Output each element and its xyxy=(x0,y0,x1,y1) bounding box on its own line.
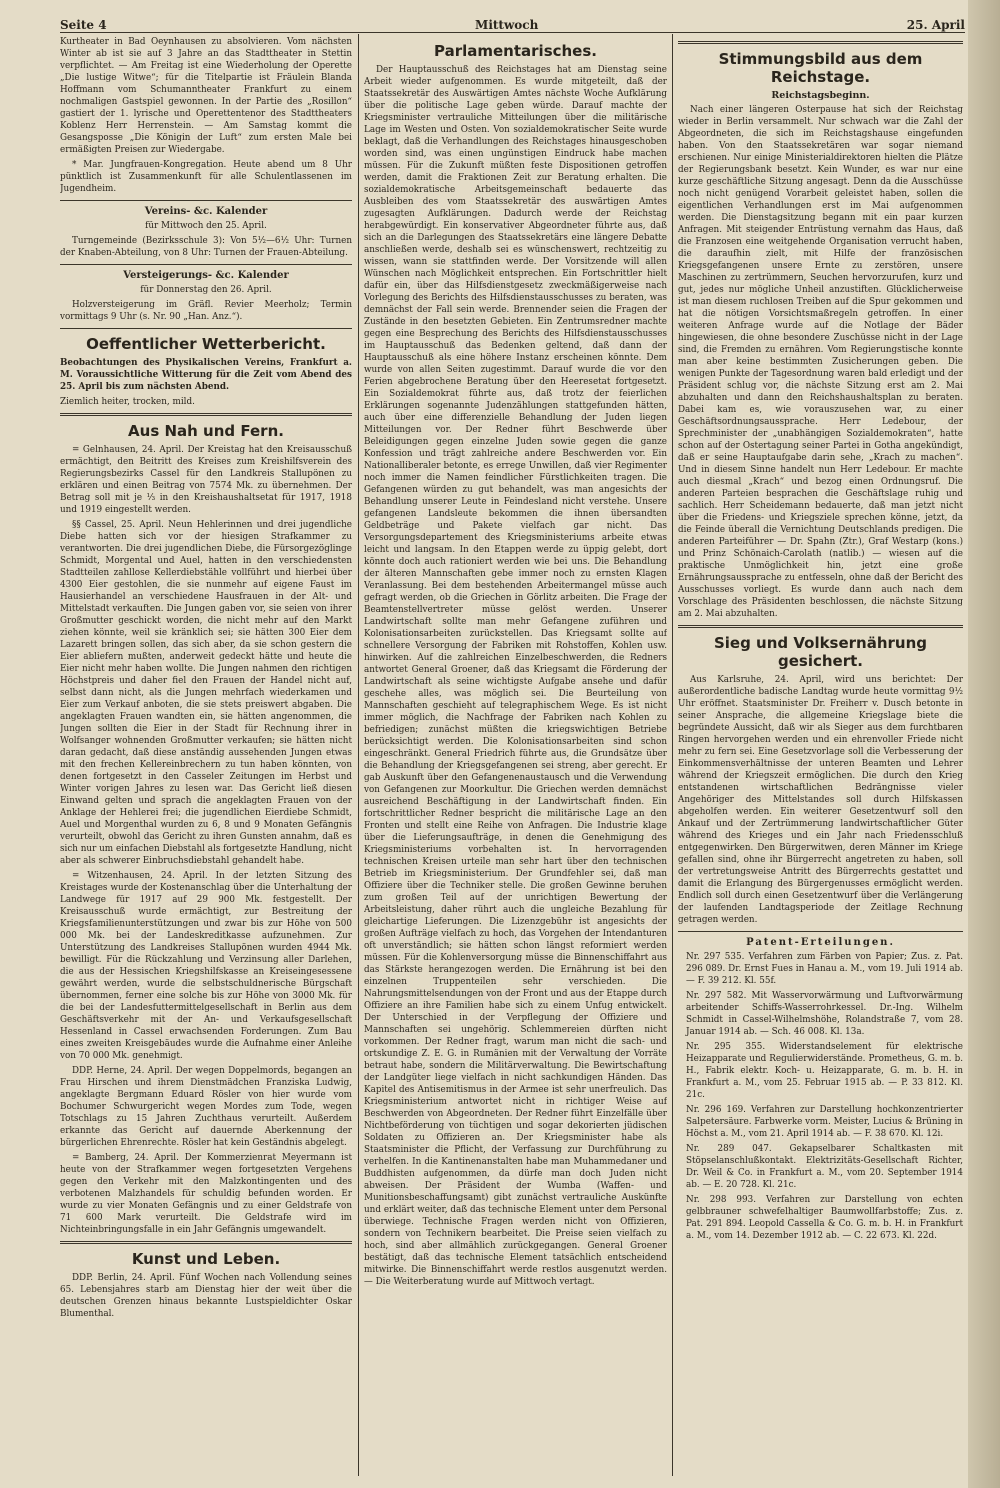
vereins-calendar-text: Turngemeinde (Bezirksschule 3): Von 5½—6½ Uhr: Turnen der Knaben-Abteilung, von 8 Uhr: Turnen der Frauen-Abteilung. xyxy=(60,236,352,258)
patent-entry: Nr. 297 582. Mit Wasservorwärmung und Luftvorwärmung arbeitender Schiffs-Wasserrohrkessel. Dr.-Ing. Wilhelm Schmidt in Cassel-Wilhelmshöhe, Rolandstraße 7, vom 28. Januar 1914 ab. — Sch. 46 008. Kl. 13a. xyxy=(686,991,963,1037)
article-bamberg: = Bamberg, 24. April. Der Kommerzienrat Meyermann ist heute von der Strafkammer wegen fortgesetzten Vergehens gegen den Verkehr mit den Malzkontingenten und des verbotenen Malzhandels für schuldig befunden worden. Er wurde zu vier Monaten Gefängnis und zu einer Geldstrafe von 71 600 Mark verurteilt. Die Geldstrafe wird im Nichteinbringungsfalle in ein Jahr Gefängnis umgewandelt. xyxy=(60,1153,352,1235)
patent-title: Patent-Erteilungen. xyxy=(746,937,895,948)
stimmungsbild-title: Stimmungsbild aus dem Reichstage. xyxy=(718,50,923,86)
article-herne: DDP. Herne, 24. April. Der wegen Doppelmords, begangen an Frau Hirschen und ihrem Dienstmädchen Franziska Ludwig, angeklagte Bergmann Eduard Rösler von hier wurde vom Bochumer Schwurgericht wegen Mordes zum Tode, wegen Totschlags zu 15 Jahren Zuchthaus verurteilt. Außerdem erkannte das Gericht auf dauernde Aberkennung der bürgerlichen Ehrenrechte. Rösler hat kein Geständnis abgelegt. xyxy=(60,1066,352,1148)
patent-list xyxy=(678,951,963,1242)
patent-entry: Nr. 289 047. Gekapselbarer Schaltkasten mit Stöpselanschlußkontakt. Elektrizitäts-Gesellschaft Richter, Dr. Weil & Co. in Frankfurt a. M., vom 20. September 1914 ab. — E. 20 728. Kl. 21c. xyxy=(686,1144,963,1190)
article-cassel: §§ Cassel, 25. April. Neun Hehlerinnen und drei jugendliche Diebe hatten sich vor der hiesigen Strafkammer zu verantworten. Die drei jugendlichen Diebe, die Fürsorgezöglinge Schmidt, Morgental und Auel, hatten in den verschiedensten Stadtteilen zahllose Kellerdiebstähle vollführt und hierbei über 4300 Eier gestohlen, die sie nunmehr auf eigene Faust im Hausierhandel an verschiedene Hausfrauen in der Alt- und Mittelstadt verkauften. Die Jungen gaben vor, sie seien von ihrer Großmutter geschickt worden, die nicht mehr auf den Markt ziehen könnte, weil sie kränklich sei; sie hätten 300 Eier dem Lazarett bringen sollen, das sich aber, da sie schon gestern die Eier abliefern mußten, anderweit gedeckt hätte und heute die Eier nicht mehr haben wollte. Die Jungen nahmen den richtigen Höchstpreis und daher fiel den Frauen der Handel nicht auf, selbst dann nicht, als die Jungen mehrfach wiederkamen und Eier zum Verkauf anboten, die sie stets preiswert abgaben. Die angeklagten Frauen wandten ein, sie hätten angenommen, die Jungen sollten die Eier in der Stadt für Rechnung ihrer in Wolfsanger wohnenden Großmutter verkaufen; sie hätten nicht daran gedacht, daß diese anständig aussehenden Jungen etwas mit den frechen Kellereinbrechern zu tun haben könnten, von denen fortgesetzt in den Casseler Zeitungen im Herbst und Winter vorigen Jahres zu lesen war. Das Gericht ließ diesen Einwand gelten und sprach die angeklagten Frauen von der Anklage der Hehlerei frei; die jugendlichen Eierdiebe Schmidt, Auel und Morgenthal wurden zu 6, 8 und 9 Monaten Gefängnis verurteilt, obwohl das Gericht zu ihren Gunsten annahm, daß es sich nur um einfachen Diebstahl als fortgesetzte Handlung, nicht aber als schwerer Einbruchsdiebstahl gehandelt habe. xyxy=(60,520,352,866)
article-gelnhausen: = Gelnhausen, 24. April. Der Kreistag hat den Kreisausschuß ermächtigt, den Beitritt des Kreises zum Kreishilfsverein des Regierungsbezirks Cassel für den Landkreis Stallupönen zu erklären und einen Beitrag von 7574 Mk. zu übernehmen. Der Betrag soll mit je ⅓ in den Kreishaushaltsetat für 1917, 1918 und 1919 eingestellt werden. xyxy=(60,445,352,515)
kunst-leben-title: Kunst und Leben. xyxy=(131,1250,281,1268)
column-rule xyxy=(358,34,359,1476)
article-hauptausschuss: Der Hauptausschuß des Reichstages hat am Dienstag seine Arbeit wieder aufgenommen. Es wurde mitgeteilt, daß der Staatssekretär des Auswärtigen Amtes nächste Woche Aufklärung über die politische Lage geben würde. Darauf machte der Kriegsminister vertrauliche Mitteilungen über die militärische Lage im Westen und Osten. Von sozialdemokratischer Seite wurde beklagt, daß die Verhandlungen des Reichstages hinausgeschoben worden sind, was einen ungünstigen Eindruck habe machen müssen. Für die Zukunft müßten feste Dispositionen getroffen werden, damit die Fraktionen Zeit zur Beratung erhalten. Die sozialdemokratische Arbeitsgemeinschaft bedauerte das Ausbleiben des vom Staatssekretär des auswärtigen Amtes zugesagten Aufklärungen. Dadurch werde der Reichstag herabgewürdigt. Ein konservativer Abgeordneter führte aus, daß sich an die Darlegungen des Staatssekretärs eine längere Debatte anschließen werde, deshalb sei es wünschenswert, rechtzeitig zu wissen, wann sie stattfinden werde. Der Vorsitzende will allen Wünschen nach Möglichkeit entsprechen. Ein Fortschrittler hielt dafür ein, über das Hilfsdienstgesetz zweckmäßigerweise nach Vorlegung des Berichts des Hilfsdienstausschusses zu beraten, was demnächst der Fall sein werde. Brennender seien die Fragen der Zustände in den besetzten Gebieten. Ein Zentrumsredner machte gegen eine Besprechung des Berichts des Hilfsdienstausschusses im Hauptausschuß das Bedenken geltend, daß dann der Hauptausschuß als eine höhere Instanz erscheinen könnte. Dem wurde von allen Seiten zugestimmt. Darauf wurde die vor den Ferien abgebrochene Beratung über den Heeresetat fortgesetzt. Ein Sozialdemokrat führte aus, daß trotz der feierlichen Erklärungen sogenannte Judenzählungen stattgefunden hätten, auch über eine differenzielle Behandlung der Juden liegen Mitteilungen vor. Der Redner führt Beschwerde über Beleidigungen gegen einzelne Juden sowie gegen die ganze Konfession und trägt zahlreiche andere Beschwerden vor. Ein Nationalliberaler betonte, es errege Unwillen, daß vier Regimenter noch immer die Namen feindlicher Fürstlichkeiten tragen. Die Gefangenen würden zu gut behandelt, was man angesichts der Behandlung unserer Leute in Feindesland nicht verstehe. Unsere gefangenen Landsleute bekommen die ihnen übersandten Geldbeträge und Pakete vielfach gar nicht. Das Versorgungsdepartement des Kriegsministeriums arbeite etwas leicht und langsam. In den Etappen werde zu üppig gelebt, dort könnte doch auch rationiert werden wie bei uns. Die Behandlung der älteren Mannschaften gebe immer noch zu ernsten Klagen Veranlassung. Bei dem bestehenden Arbeitermangel müsse auch gefragt werden, ob die Griechen in Görlitz arbeiten. Die Frage der Beamtenstellvertreter müsse gelöst werden. Unserer Landwirtschaft sollte man mehr Gefangene zuführen und Kolonisationsarbeiten zurückstellen. Das Kriegsamt sollte auf schnellere Versorgung der Fabriken mit Rohstoffen, Kohlen usw. hinwirken. Auf die zahlreichen Einzelbeschwerden, die Redners antwortet General Groener, daß das Kriegsamt die Förderung der Landwirtschaft als seine wichtigste Aufgabe ansehe und dafür geschehe alles, was möglich sei. Die Beurteilung von Mannschaften geschieht auf telegraphischem Wege. Es ist nicht immer möglich, die Nachfrage der Fabriken nach Kohlen zu befriedigen; zunächst müßten die kriegswichtigen Betriebe berücksichtigt werden. Die Kolonisationsarbeiten sind schon eingeschränkt. General Friedrich führte aus, die Grundsätze über die Behandlung der Kriegsgefangenen sei streng, aber gerecht. Er gab Auskunft über den Gefangenenaustausch und die Verwendung von Gefangenen zur Moorkultur. Die Griechen werden demnächst ausreichend Beschäftigung in der Landwirtschaft finden. Ein fortschrittlicher Redner bespricht die militärische Lage an den Fronten und stellt eine Reihe von Anfragen. Die Industrie klage über die Lieferungsaufträge, in denen die Genehmigung des Kriegsministeriums vorbehalten ist. In hervorragenden technischen Kreisen urteile man sehr hart über den technischen Betrieb im Kriegsministerium. Der Grundfehler sei, daß man Offiziere über die Techniker stelle. Die großen Gewinne beruhen zum großen Teil auf der unrichtigen Bewertung der Arbeitsleistung, daher rührt auch die ungleiche Bezahlung für gleichartige Lieferungen. Die Lizenzgebühr ist angesichts der großen Aufträge vielfach zu hoch, das Vorgehen der Intendanturen oft unverständlich; sie hätten schon längst reformiert werden müssen. Für die Kohlenversorgung müsse die Binnenschiffahrt aus das Stärkste herangezogen werden. Die Ernährung ist bei den einzelnen Truppenteilen sehr verschieden. Die Nahrungsmittelsendungen von der Front und aus der Etappe durch Offiziere an ihre Familien habe sich zu einem Unfug entwickelt. Der Unterschied in der Verpflegung der Offiziere und Mannschaften sei ungehörig. Schlemmereien dürften nicht vorkommen. Der Redner fragt, warum man nicht die sach- und ortskundige Z. E. G. in Rumänien mit der Verwaltung der Vorräte betraut habe, sondern die Militärverwaltung. Die Bewirtschaftung der Landgüter liege vielfach in nicht sachkundigen Händen. Das Kapitel des Antisemitismus in der Armee ist sehr unerfreulich. Das Kriegsministerium antwortet nicht in richtiger Weise auf Beschwerden von Abgeordneten. Der Redner führt Einzelfälle über Nichtbeförderung von tüchtigen und sogar dekorierten jüdischen Soldaten zu Offizieren an. Der Kriegsminister habe als Staatsminister die Pflicht, der Verfassung zur Durchführung zu verhelfen. In die Kantinenanstalten habe man Muhammedaner und Buddhisten aufgenommen, da dürfe man doch Juden nicht abweisen. Der Präsident der Wumba (Waffen- und Munitionsbeschaffungsamt) gibt zunächst vertrauliche Auskünfte und erklärt weiter, daß das technische Element unter dem Personal überwiege. Technische Fragen werden nicht von Offizieren, sondern von Technikern bearbeitet. Die Preise seien vielfach zu hoch, sind aber allmählich zurückgegangen. General Groener bestätigt, daß das technische Element tatsächlich entscheidend mitwirke. Die Binnenschiffahrt werde restlos ausgenutzt werden. — Die Weiterberatung wurde auf Mittwoch vertagt. xyxy=(364,65,667,1287)
column-left xyxy=(60,36,352,1474)
page-edge-shadow xyxy=(968,0,1000,1488)
vereins-calendar-title: Vereins- &c. Kalender xyxy=(144,206,268,217)
divider xyxy=(60,1241,352,1244)
weather-report-forecast: Ziemlich heiter, trocken, mild. xyxy=(60,397,195,407)
divider xyxy=(678,625,963,628)
article-theater-text: Kurtheater in Bad Oeynhausen zu absolvieren. Vom nächsten Winter ab ist sie auf 3 Jahre an das Stadttheater in Stettin verpflichtet. — Am Freitag ist eine Wiederholung der Operette „Die lustige Witwe“; für die Titelpartie ist Fräulein Blanda Hoffmann vom Schumanntheater Frankfurt zu einem nochmaligen Gastspiel gewonnen. In der Partie des „Rosillon“ gastiert der 1. lyrische und Operettentenor des Stadttheaters Koblenz Herr Herrenstein. — Am Samstag kommt die Gesangsposse „Die Königin der Luft“ zum ersten Male bei ermäßigten Preisen zur Wiedergabe. xyxy=(60,37,352,155)
article-witzenhausen: = Witzenhausen, 24. April. In der letzten Sitzung des Kreistages wurde der Kostenanschlag über die Unterhaltung der Landwege für 1917 auf 29 900 Mk. festgestellt. Der Kreisausschuß wurde ermächtigt, zur Bestreitung der Kriegsfamilienunterstützungen und zwar bis zur Höhe von 500 000 Mk. bei der Landeskreditkasse aufzunehmen. Zur Unterstützung des Landkreises Stallupönen wurden 4944 Mk. bewilligt. Für die Rückzahlung und Verzinsung aller Darlehen, die aus der Hessischen Kriegshilfskasse an Kreiseingesessene gewährt werden, wurde die selbstschuldnerische Bürgschaft übernommen, ferner eine solche bis zur Höhe von 3000 Mk. für die bei der Landesfuttermittelgesellschaft in Berlin aus dem Geschäftsverkehr mit der An- und Verkaufsgesellschaft Hessenland in Cassel erwachsenden Forderungen. Zum Bau eines zweiten Kreisgebäudes wurde die Aufnahme einer Anleihe von 70 000 Mk. genehmigt. xyxy=(60,871,352,1061)
versteigerungs-calendar-title: Versteigerungs- &c. Kalender xyxy=(123,270,289,281)
patent-entry: Nr. 298 993. Verfahren zur Darstellung von echten gelbbrauner schwefelhaltiger Baumwollfarbstoffe; Zus. z. Pat. 291 894. Leopold Cassella & Co. G. m. b. H. in Frankfurt a. M., vom 14. Dezember 1912 ab. — C. 22 673. Kl. 22d. xyxy=(686,1195,963,1241)
nah-fern-title: Aus Nah und Fern. xyxy=(128,422,284,440)
divider xyxy=(678,931,963,932)
patent-entry: Nr. 295 355. Widerstandselement für elektrische Heizapparate und Regulierwiderstände. Prometheus, G. m. b. H., Fabrik elektr. Koch- u. Heizapparate, G. m. b. H. in Frankfurt a. M., vom 25. Februar 1915 ab. — P. 33 812. Kl. 21c. xyxy=(686,1042,963,1100)
column-middle xyxy=(364,36,667,1474)
stimmungsbild-subtitle: Reichstagsbeginn. xyxy=(771,90,870,101)
parlamentarisches-title: Parlamentarisches. xyxy=(434,42,597,60)
divider xyxy=(60,328,352,329)
sieg-volksernaehrung-title: Sieg und Volksernährung gesichert. xyxy=(713,634,928,670)
divider xyxy=(60,200,352,201)
article-karlsruhe: Aus Karlsruhe, 24. April, wird uns berichtet: Der außerordentliche badische Landtag wurde heute vormittag 9½ Uhr eröffnet. Staatsminister Dr. Freiherr v. Dusch betonte in seiner Ansprache, die allgemeine Kriegslage biete die begründete Aussicht, daß wir als Sieger aus dem furchtbaren Ringen hervorgehen werden und ein ehrenvoller Friede nicht mehr zu fern sei. Eine Gesetzvorlage soll die Verbesserung der Einkommensverhältnisse der unteren Beamten und Lehrer während der Kriegszeit ermöglichen. Die durch den Krieg entstandenen wirtschaftlichen Bedrängnisse vieler Angehöriger des Mittelstandes soll durch Hilfskassen abgeholfen werden. Ein weiterer Gesetzentwurf soll den Ankauf und der Zertrümmerung landwirtschaftlicher Güter während des Krieges und ein Jahr nach Friedensschluß entgegenwirken. Den Bürgerwitwen, deren Männer im Kriege gefallen sind, ohne ihr Bürgerrecht angetreten zu haben, soll der vertretungsweise Antritt des Bürgerrechts gestattet und damit die Erlangung des Bürgergenusses ermöglicht werden. Endlich soll durch einen Gesetzentwurf über die Verlängerung der laufenden Landtagsperiode der Zeitlage Rechnung getragen werden. xyxy=(678,675,963,925)
page-number: Seite 4 xyxy=(60,18,107,32)
weather-report-intro: Beobachtungen des Physikalischen Vereins, Frankfurt a. M. Voraussichtliche Witterung für die Zeit vom Abend des 25. April bis zum nächsten Abend. xyxy=(60,358,352,392)
column-rule xyxy=(672,34,673,1476)
article-kongregation-text: * Mar. Jungfrauen-Kongregation. Heute abend um 8 Uhr pünktlich ist Zusammenkunft für alle Schulentlassenen im Jugendheim. xyxy=(60,160,352,194)
vereins-calendar-date: für Mittwoch den 25. April. xyxy=(145,221,267,231)
divider xyxy=(678,41,963,44)
divider xyxy=(60,413,352,416)
weekday: Mittwoch xyxy=(475,18,539,32)
divider xyxy=(60,264,352,265)
page-header xyxy=(60,10,965,33)
article-stimmungsbild: Nach einer längeren Osterpause hat sich der Reichstag wieder in Berlin versammelt. Nur schwach war die Zahl der Abgeordneten, die sich im Reichstagshause eingefunden haben. Von den Staatssekretären war sogar niemand erschienen. Nur einige Ministerialdirektoren hielten die Plätze der Regierungsbank besetzt. Kein Wunder, es war nur eine kurze geschäftliche Sitzung angesagt. Denn da die Ausschüsse noch nicht genügend Vorarbeit geleistet haben, sollen die eigentlichen Verhandlungen erst im Mai aufgenommen werden. Die Dienstagsitzung begann mit ein paar kurzen Anfragen. Mit steigender Entrüstung vernahm das Haus, daß die Franzosen eine weitgehende Organisation verrucht haben, die daraufhin zielt, mit Hilfe der französischen Kriegsgefangenen unsere Ernte zu zerstören, unsere Maschinen zu zertrümmern, Seuchen hervorzurufen, kurz und gut, jedes nur mögliche Unheil anzustiften. Glücklicherweise ist man diesem ruchlosen Treiben auf die Spur gekommen und hat die nötigen Vorsichtsmaßregeln getroffen. In einer weiteren Anfrage wurde auf die Notlage der Bäder hingewiesen, die ohne besondere Zuschüsse nicht in der Lage sind, die Fremden zu ernähren. Vom Regierungstische konnte man aber keine bestimmten Zusicherungen geben. Die wenigen Punkte der Tagesordnung waren bald erledigt und der Präsident schlug vor, die nächste Sitzung erst am 2. Mai abzuhalten und dann den Reichshaushaltsplan zu beraten. Dabei kam es, wie vorauszusehen war, zu einer Geschäftsordnungsaussprache. Herr Ledebour, der Sprechminister der „unabhängigen Sozialdemokraten“, hatte schon auf der Ostertagung seiner Partei in Gotha angekündigt, daß er seine Hauptaufgabe darin sehe, „Krach zu machen“. Und in diesem Sinne handelt nun Herr Ledebour. Er machte auch diesmal „Krach“ und bezog einen Ordnungsruf. Die anderen Parteien besprachen die Geschäftslage ruhig und sachlich. Herr Scheidemann bedauerte, daß man jetzt nicht über die Friedens- und Kriegsziele sprechen könne, jetzt, da die Feinde überall die Vernichtung Deutschlands predigen. Die anderen Parteiführer — Dr. Spahn (Ztr.), Graf Westarp (kons.) und Prinz Schönaich-Carolath (natlib.) — wiesen auf die praktische Unmöglichkeit hin, jetzt eine große Ernährungsaussprache zu entfesseln, ohne daß der Bericht des Ausschusses vorliegt. Es wurde dann auch nach dem Vorschlage des Präsidenten beschlossen, die nächste Sitzung am 2. Mai abzuhalten. xyxy=(678,105,963,619)
article-berlin-blumenthal: DDP. Berlin, 24. April. Fünf Wochen nach Vollendung seines 65. Lebensjahres starb am Dienstag hier der weit über die deutschen Grenzen hinaus bekannte Lustspieldichter Oskar Blumenthal. xyxy=(60,1273,352,1319)
versteigerungs-calendar-text: Holzversteigerung im Gräfl. Revier Meerholz; Termin vormittags 9 Uhr (s. Nr. 90 „Han. Anz.“). xyxy=(60,300,352,322)
versteigerungs-calendar-date: für Donnerstag den 26. April. xyxy=(140,285,272,295)
patent-entry: Nr. 296 169. Verfahren zur Darstellung hochkonzentrierter Salpetersäure. Farbwerke vorm. Meister, Lucius & Brüning in Höchst a. M., vom 21. April 1914 ab. — F. 38 670. Kl. 12i. xyxy=(686,1105,963,1139)
patent-entry: Nr. 297 535. Verfahren zum Färben von Papier; Zus. z. Pat. 296 089. Dr. Ernst Fues in Hanau a. M., vom 19. Juli 1914 ab. — F. 39 212. Kl. 55f. xyxy=(686,952,963,986)
column-right xyxy=(678,36,963,1474)
issue-date: 25. April xyxy=(906,18,965,32)
weather-report-title: Oeffentlicher Wetterbericht. xyxy=(86,335,326,353)
